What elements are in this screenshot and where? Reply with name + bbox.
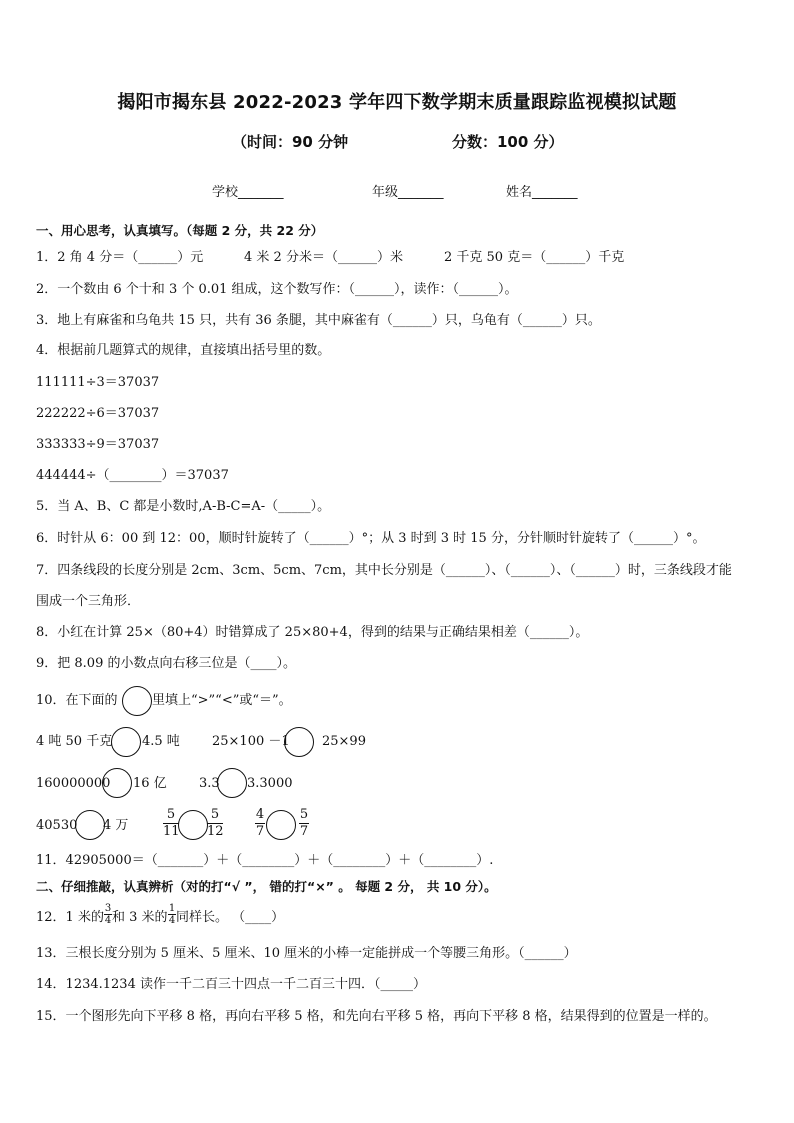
fraction — [255, 808, 265, 839]
numerator: 5 — [299, 807, 309, 822]
numerator: 1 — [168, 903, 176, 914]
equation: 333333÷9＝37037 — [36, 437, 160, 452]
compare-right: 3.3000 — [247, 776, 293, 791]
question-11: 11．42905000＝（_______）＋（________）＋（________）＋（________）. — [36, 853, 494, 868]
question-5: 5．当 A、B、C 都是小数时,A-B-C=A-（_____）。 — [36, 499, 331, 514]
fraction — [168, 904, 176, 925]
compare-right: 4.5 吨 — [142, 734, 180, 749]
numerator: 5 — [166, 807, 176, 822]
equation: 444444÷（________）＝37037 — [36, 468, 229, 483]
compare-left: 4 吨 50 千克 — [36, 734, 113, 749]
question-1a: 1．2 角 4 分＝（______）元 — [36, 250, 204, 265]
denominator: 7 — [255, 824, 265, 839]
question-1b: 4 米 2 分米＝（______）米 — [244, 250, 403, 265]
denominator: 11 — [163, 824, 180, 839]
question-10-pre: 10．在下面的 — [36, 693, 118, 708]
compare-circle[interactable] — [102, 768, 132, 798]
question-14: 14．1234.1234 读作一千二百三十四点一千二百三十四．（_____） — [36, 977, 426, 992]
total-score: 分数：100 分） — [452, 133, 564, 151]
fraction — [163, 808, 179, 839]
page-title: 揭阳市揭东县 2022-2023 学年四下数学期末质量跟踪监视模拟试题 — [117, 92, 677, 113]
compare-circle[interactable] — [75, 810, 105, 840]
grade-field: 年级_______ — [372, 185, 444, 200]
compare-circle[interactable] — [111, 727, 141, 757]
compare-right: 4 万 — [103, 818, 129, 833]
denominator: 4 — [168, 915, 176, 926]
compare-circle[interactable] — [217, 768, 247, 798]
denominator: 12 — [207, 824, 224, 839]
fraction — [299, 808, 309, 839]
section-heading: 二、仔细推敲，认真辨析（对的打“√ ”， 错的打“×” 。 每题 2 分， 共 10 分）。 — [36, 879, 497, 894]
question-1c: 2 千克 50 克＝（______）千克 — [444, 250, 625, 265]
question-7-cont: 围成一个三角形． — [36, 594, 141, 609]
question-3: 3．地上有麻雀和乌龟共 15 只，共有 36 条腿，其中麻雀有（______）只，乌龟有（______）只。 — [36, 313, 601, 328]
compare-circle[interactable] — [284, 727, 314, 757]
question-6: 6．时针从 6：00 到 12：00，顺时针旋转了（______）°；从 3 时到 3 时 15 分，分针顺时针旋转了（______）°。 — [36, 531, 706, 546]
compare-right: 25×99 — [322, 734, 366, 749]
fraction — [207, 808, 223, 839]
name-field: 姓名_______ — [506, 185, 578, 200]
denominator: 7 — [299, 824, 309, 839]
question-12-mid: 和 3 米的 — [112, 910, 168, 925]
question-10-post: 里填上“>”“<”或“＝”。 — [152, 693, 292, 708]
compare-circle[interactable] — [178, 810, 208, 840]
compare-circle[interactable] — [122, 686, 152, 716]
school-field: 学校_______ — [212, 185, 284, 200]
compare-left: 160000000 — [36, 776, 111, 791]
compare-circle[interactable] — [266, 810, 296, 840]
compare-left: 40530 — [36, 818, 78, 833]
question-12-post: 同样长。 （____） — [176, 910, 285, 925]
numerator: 5 — [210, 807, 220, 822]
question-13: 13．三根长度分别为 5 厘米、5 厘米、10 厘米的小棒一定能拼成一个等腰三角形。（______） — [36, 946, 577, 961]
section-heading: 一、用心思考，认真填写。（每题 2 分，共 22 分） — [36, 223, 324, 238]
time-limit: （时间：90 分钟 — [232, 133, 349, 151]
compare-right: 16 亿 — [133, 776, 167, 791]
question-8: 8．小红在计算 25×（80+4）时错算成了 25×80+4，得到的结果与正确结果相差（______）。 — [36, 625, 589, 640]
question-9: 9．把 8.09 的小数点向右移三位是（____）。 — [36, 656, 296, 671]
fraction — [104, 904, 112, 925]
question-12-pre: 12．1 米的 — [36, 910, 104, 925]
denominator: 4 — [104, 915, 112, 926]
question-2: 2．一个数由 6 个十和 3 个 0.01 组成，这个数写作：（______），读作：（______）。 — [36, 282, 518, 297]
numerator: 4 — [255, 807, 265, 822]
question-7: 7．四条线段的长度分别是 2cm、3cm、5cm、7cm，其中长分别是（______）、（______）、（______）时，三条线段才能 — [36, 563, 732, 578]
compare-left: 3.3 — [199, 776, 220, 791]
equation: 111111÷3＝37037 — [36, 375, 160, 390]
compare-left: 25×100 －1 — [212, 734, 290, 749]
equation: 222222÷6＝37037 — [36, 406, 160, 421]
question-15: 15．一个图形先向下平移 8 格，再向右平移 5 格，和先向右平移 5 格，再向下平移 8 格，结果得到的位置是一样的。 — [36, 1009, 717, 1024]
numerator: 3 — [104, 903, 112, 914]
question-4: 4．根据前几题算式的规律，直接填出括号里的数。 — [36, 343, 331, 358]
